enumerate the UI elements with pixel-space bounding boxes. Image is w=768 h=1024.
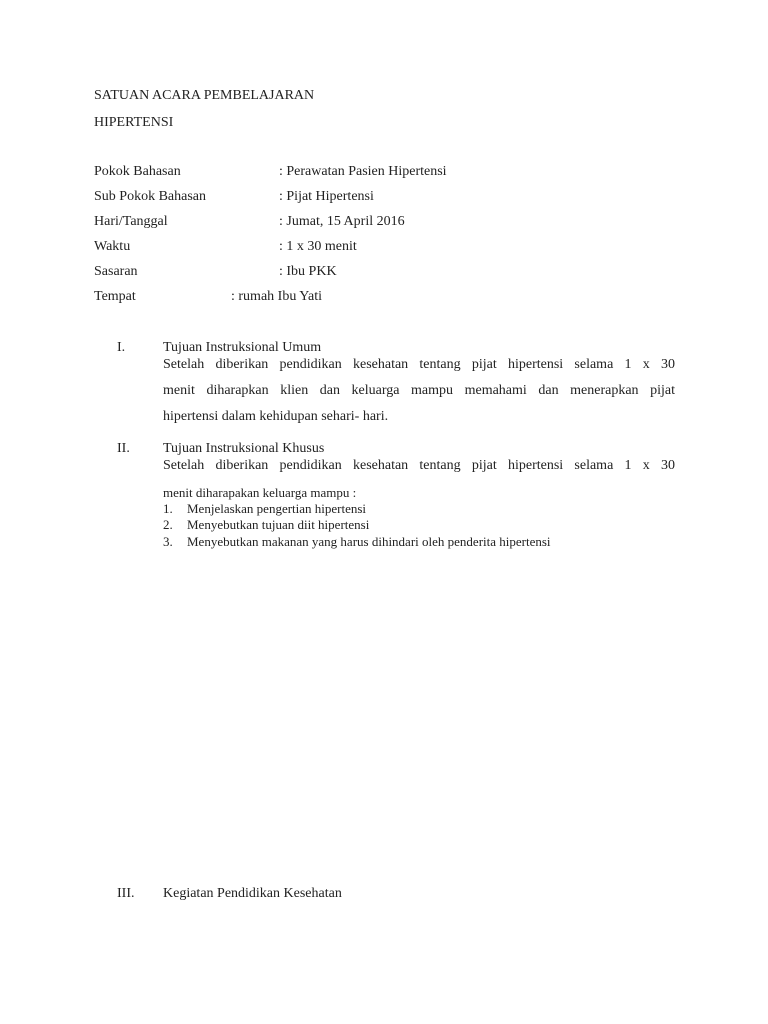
section-1-numeral: I. <box>117 340 126 355</box>
info-label-sasaran: Sasaran <box>94 264 138 279</box>
info-value-sub-pokok-bahasan: : Pijat Hipertensi <box>279 189 374 204</box>
list-item-1-text: Menjelaskan pengertian hipertensi <box>187 501 367 516</box>
list-item-2-text: Menyebutkan tujuan diit hipertensi <box>187 517 370 532</box>
info-label-tempat: Tempat <box>94 289 136 304</box>
document-title: SATUAN ACARA PEMBELAJARAN <box>94 88 315 103</box>
info-label-pokok-bahasan: Pokok Bahasan <box>94 164 181 179</box>
info-value-sasaran: : Ibu PKK <box>279 264 337 279</box>
info-value-pokok-bahasan: : Perawatan Pasien Hipertensi <box>279 164 447 179</box>
document-subtitle: HIPERTENSI <box>94 115 174 130</box>
section-1-line-3: hipertensi dalam kehidupan sehari- hari. <box>163 409 389 424</box>
section-2-line-2: menit diharapakan keluarga mampu : <box>163 485 357 500</box>
section-1-line-2: menit diharapkan klien dan keluarga mampu memahami dan menerapkan pijat <box>163 383 675 398</box>
list-item-2-number: 2. <box>163 517 173 532</box>
section-1-title: Tujuan Instruksional Umum <box>163 340 322 355</box>
info-label-hari-tanggal: Hari/Tanggal <box>94 214 168 229</box>
section-3-numeral: III. <box>117 886 135 901</box>
list-item-3-number: 3. <box>163 534 173 549</box>
info-label-sub-pokok-bahasan: Sub Pokok Bahasan <box>94 189 206 204</box>
section-3-title: Kegiatan Pendidikan Kesehatan <box>163 886 342 901</box>
section-2-line-1: Setelah diberikan pendidikan kesehatan tentang pijat hipertensi selama 1 x 30 <box>163 458 675 473</box>
list-item-3-text: Menyebutkan makanan yang harus dihindari oleh penderita hipertensi <box>187 534 551 549</box>
info-value-tempat: : rumah Ibu Yati <box>231 289 322 304</box>
info-value-hari-tanggal: : Jumat, 15 April 2016 <box>279 214 405 229</box>
section-1-line-1: Setelah diberikan pendidikan kesehatan tentang pijat hipertensi selama 1 x 30 <box>163 357 675 372</box>
section-2-title: Tujuan Instruksional Khusus <box>163 441 325 456</box>
info-label-waktu: Waktu <box>94 239 131 254</box>
info-value-waktu: : 1 x 30 menit <box>279 239 357 254</box>
section-2-numeral: II. <box>117 441 130 456</box>
list-item-1-number: 1. <box>163 501 173 516</box>
